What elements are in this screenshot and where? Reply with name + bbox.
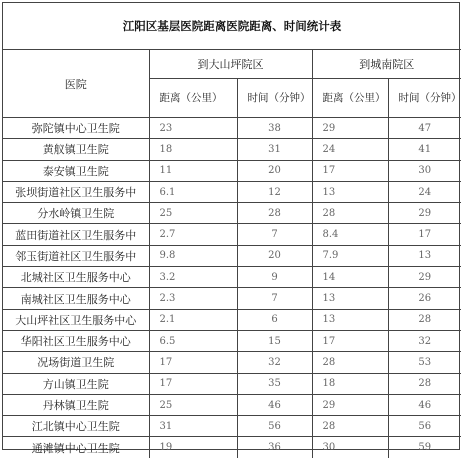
time-chengnan-cell: 28	[388, 373, 461, 394]
hospital-name-cell: 方山镇卫生院	[3, 373, 149, 394]
time-dashanping-cell: 36	[237, 437, 312, 458]
distance-chengnan-cell: 17	[312, 330, 388, 351]
distance-dashanping-cell: 3.2	[149, 267, 237, 288]
distance-chengnan-cell: 18	[312, 373, 388, 394]
time-dashanping-cell: 20	[237, 160, 312, 181]
distance-dashanping-cell: 2.7	[149, 224, 237, 245]
hospital-name-cell: 北城社区卫生服务中心	[3, 267, 149, 288]
hospital-name-cell: 黄舣镇卫生院	[3, 139, 149, 160]
distance-dashanping-cell: 9.8	[149, 245, 237, 266]
time-dashanping-cell: 6	[237, 309, 312, 330]
time-dashanping-cell: 15	[237, 330, 312, 351]
distance-dashanping-cell: 2.1	[149, 309, 237, 330]
time-dashanping-cell: 38	[237, 118, 312, 139]
time-chengnan-cell: 46	[388, 394, 461, 415]
time-dashanping-cell: 7	[237, 224, 312, 245]
time-chengnan-cell: 56	[388, 416, 461, 437]
time-chengnan-cell: 13	[388, 245, 461, 266]
distance-dashanping-cell: 18	[149, 139, 237, 160]
statistics-table-sheet	[2, 2, 462, 455]
time-chengnan-cell: 26	[388, 288, 461, 309]
distance-dashanping-cell: 31	[149, 416, 237, 437]
distance-chengnan-cell: 8.4	[312, 224, 388, 245]
distance-chengnan-cell: 14	[312, 267, 388, 288]
table-row	[3, 181, 461, 202]
distance-dashanping-cell: 25	[149, 394, 237, 415]
distance-header: 距离（公里）	[149, 79, 237, 118]
distance-chengnan-cell: 28	[312, 352, 388, 373]
distance-chengnan-cell: 17	[312, 160, 388, 181]
distance-chengnan-cell: 29	[312, 118, 388, 139]
time-header-2: 时间（分钟）	[388, 79, 461, 118]
hospital-name-cell: 弥陀镇中心卫生院	[3, 118, 149, 139]
time-dashanping-cell: 9	[237, 267, 312, 288]
hospital-name-cell: 张坝街道社区卫生服务中	[3, 181, 149, 202]
hospital-name-cell: 邻玉街道社区卫生服务中	[3, 245, 149, 266]
distance-dashanping-cell: 2.3	[149, 288, 237, 309]
hospital-name-cell: 泰安镇卫生院	[3, 160, 149, 181]
table-row	[3, 118, 461, 139]
distance-chengnan-cell: 28	[312, 416, 388, 437]
table-row	[3, 352, 461, 373]
table-row	[3, 373, 461, 394]
distance-chengnan-cell: 28	[312, 203, 388, 224]
hospital-name-cell: 江北镇中心卫生院	[3, 416, 149, 437]
distance-chengnan-cell: 13	[312, 309, 388, 330]
table-row	[3, 288, 461, 309]
distance-dashanping-cell: 17	[149, 373, 237, 394]
time-dashanping-cell: 20	[237, 245, 312, 266]
hospital-name-cell: 通滩镇中心卫生院	[3, 437, 149, 458]
distance-dashanping-cell: 6.5	[149, 330, 237, 351]
table-row	[3, 245, 461, 266]
time-chengnan-cell: 24	[388, 181, 461, 202]
hospital-name-cell: 况场街道卫生院	[3, 352, 149, 373]
time-chengnan-cell: 28	[388, 309, 461, 330]
table-row	[3, 224, 461, 245]
time-chengnan-cell: 30	[388, 160, 461, 181]
group-header-dashanping: 到大山坪院区	[149, 50, 312, 79]
time-dashanping-cell: 46	[237, 394, 312, 415]
hospital-name-cell: 南城社区卫生服务中心	[3, 288, 149, 309]
distance-chengnan-cell: 13	[312, 288, 388, 309]
distance-chengnan-cell: 30	[312, 437, 388, 458]
time-dashanping-cell: 32	[237, 352, 312, 373]
time-chengnan-cell: 53	[388, 352, 461, 373]
distance-chengnan-cell: 24	[312, 139, 388, 160]
time-dashanping-cell: 31	[237, 139, 312, 160]
time-chengnan-cell: 32	[388, 330, 461, 351]
hospital-distance-table	[3, 3, 461, 458]
distance-dashanping-cell: 11	[149, 160, 237, 181]
table-row	[3, 267, 461, 288]
hospital-column-header: 医院	[3, 50, 149, 118]
time-header: 时间（分钟）	[237, 79, 312, 118]
distance-dashanping-cell: 19	[149, 437, 237, 458]
distance-dashanping-cell: 6.1	[149, 181, 237, 202]
time-chengnan-cell: 17	[388, 224, 461, 245]
table-row	[3, 160, 461, 181]
time-dashanping-cell: 12	[237, 181, 312, 202]
time-chengnan-cell: 29	[388, 203, 461, 224]
group-header-chengnan: 到城南院区	[312, 50, 461, 79]
time-dashanping-cell: 7	[237, 288, 312, 309]
time-dashanping-cell: 35	[237, 373, 312, 394]
hospital-name-cell: 蓝田街道社区卫生服务中	[3, 224, 149, 245]
hospital-name-cell: 丹林镇卫生院	[3, 394, 149, 415]
time-chengnan-cell: 59	[388, 437, 461, 458]
hospital-name-cell: 分水岭镇卫生院	[3, 203, 149, 224]
table-row	[3, 437, 461, 458]
distance-chengnan-cell: 13	[312, 181, 388, 202]
table-row	[3, 394, 461, 415]
table-title: 江阳区基层医院距离医院距离、时间统计表	[3, 3, 461, 50]
distance-dashanping-cell: 17	[149, 352, 237, 373]
time-dashanping-cell: 56	[237, 416, 312, 437]
table-row	[3, 139, 461, 160]
table-row	[3, 330, 461, 351]
table-row	[3, 309, 461, 330]
time-dashanping-cell: 28	[237, 203, 312, 224]
table-row	[3, 203, 461, 224]
hospital-name-cell: 华阳社区卫生服务中心	[3, 330, 149, 351]
distance-chengnan-cell: 29	[312, 394, 388, 415]
time-chengnan-cell: 47	[388, 118, 461, 139]
distance-dashanping-cell: 25	[149, 203, 237, 224]
time-chengnan-cell: 29	[388, 267, 461, 288]
distance-chengnan-cell: 7.9	[312, 245, 388, 266]
distance-dashanping-cell: 23	[149, 118, 237, 139]
distance-header-2: 距离（公里）	[312, 79, 388, 118]
time-chengnan-cell: 41	[388, 139, 461, 160]
table-row	[3, 416, 461, 437]
hospital-name-cell: 大山坪社区卫生服务中心	[3, 309, 149, 330]
